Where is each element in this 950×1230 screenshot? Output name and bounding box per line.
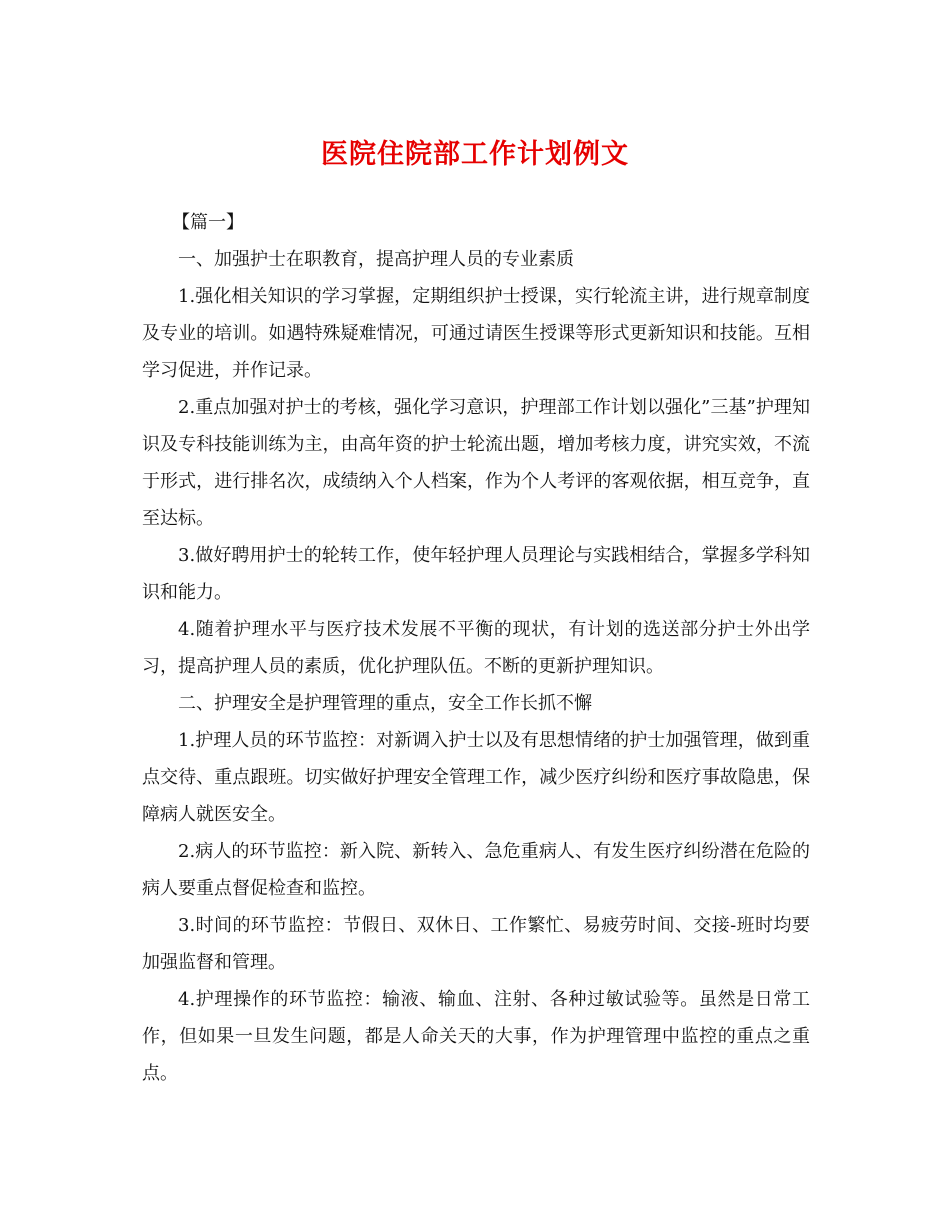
paragraph-1-4: 4.随着护理水平与医疗技术发展不平衡的现状，有计划的选送部分护士外出学习，提高护理人员的素质，优化护理队伍。不断的更新护理知识。: [142, 619, 810, 677]
paragraph-1-1: 1.强化相关知识的学习掌握，定期组织护士授课，实行轮流主讲，进行规章制度及专业的培训。如遇特殊疑难情况，可通过请医生授课等形式更新知识和技能。互相学习促进，并作记录。: [142, 286, 810, 381]
paragraph-2-4: 4.护理操作的环节监控：输液、输血、注射、各种过敏试验等。虽然是日常工作，但如果一旦发生问题，都是人命关天的大事，作为护理管理中监控的重点之重点。: [142, 989, 810, 1084]
paragraph-1-3: 3.做好聘用护士的轮转工作，使年轻护理人员理论与实践相结合，掌握多学科知识和能力。: [142, 545, 810, 603]
document-title: 医院住院部工作计划例文: [321, 139, 629, 170]
section-heading-2: 二、护理安全是护理管理的重点，安全工作长抓不懈: [178, 693, 592, 714]
paragraph-2-3: 3.时间的环节监控：节假日、双休日、工作繁忙、易疲劳时间、交接-班时均要加强监督和管理。: [142, 915, 810, 973]
section-heading-1: 一、加强护士在职教育，提高护理人员的专业素质: [178, 249, 574, 270]
paragraph-1-2: 2.重点加强对护士的考核，强化学习意识，护理部工作计划以强化”三基”护理知识及专科技能训练为主，由高年资的护士轮流出题，增加考核力度，讲究实效，不流于形式，进行排名次，成绩纳入个人档案，作为个人考评的客观依据，相互竞争，直至达标。: [142, 397, 810, 529]
paragraph-2-1: 1.护理人员的环节监控：对新调入护士以及有思想情绪的护士加强管理，做到重点交待、重点跟班。切实做好护理安全管理工作，减少医疗纠纷和医疗事故隐患，保障病人就医安全。: [142, 730, 810, 825]
section-tag: 【篇一】: [172, 212, 244, 233]
document-body: [142, 204, 810, 1092]
paragraph-2-2: 2.病人的环节监控：新入院、新转入、急危重病人、有发生医疗纠纷潜在危险的病人要重点督促检查和监控。: [142, 841, 810, 899]
